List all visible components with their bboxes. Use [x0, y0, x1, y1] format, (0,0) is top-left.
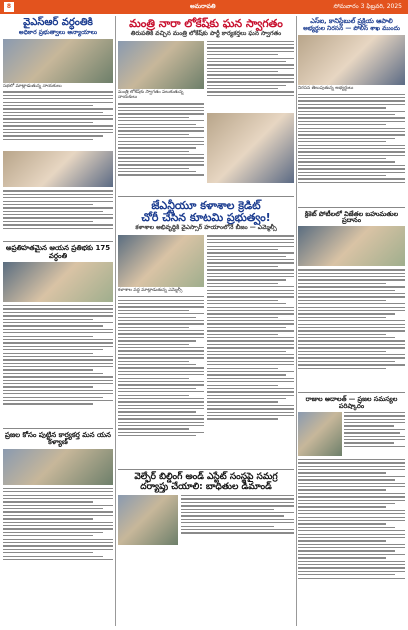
jntu-headline-2: చోరీ చేసిన కూటమి ప్రభుత్వం!: [141, 210, 271, 224]
story2-body: [3, 305, 113, 425]
story1-headline: వైఎస్ఆర్ వర్ధంతికి: [23, 17, 93, 28]
protest-headline: ఎస్ఐ, కానిస్టేబుల్ ప్రక్రియ ఆపాలి: [310, 17, 393, 25]
story1-body: [3, 91, 113, 151]
lokesh-photo-2: [207, 113, 294, 183]
cricket-headline: క్రికెట్ పోటీలలో విజేతల బహుమతుల ప్రదానం: [304, 209, 399, 225]
main-headline: మంత్రి నారా లోకేష్‌కు ఘన స్వాగతం: [129, 17, 283, 30]
cricket-body: [298, 269, 405, 389]
story2-photo: [3, 262, 113, 302]
adalat-photo: [298, 412, 342, 456]
photo-caption: నిరసన తెలుపుతున్న అభ్యర్థులు: [298, 85, 354, 91]
column-right: [298, 16, 405, 626]
photo-caption: సభలో మాట్లాడుతున్న నాయకులు: [3, 83, 62, 89]
photo-caption: కళాశాల వద్ద మాట్లాడుతున్న ఎమ్మెల్సీ: [118, 288, 183, 294]
story3-headline: ప్రజల కోసం పుట్టిన కార్యకర్త మన యన కళ్యాణ్: [5, 431, 111, 447]
jntu-headline-1: జేఎన్టీయూ కళాశాల క్రెడిట్: [151, 199, 261, 213]
protest-subheadline: అభ్యర్థుల నిరసన — పోలీస్ శాఖ ముందు: [303, 24, 400, 32]
jntu-photo: [118, 235, 204, 287]
adalat-body-2: [298, 459, 405, 609]
photo-caption: మంత్రి లోకేష్‌కు స్వాగతం పలుకుతున్న నాయకులు: [118, 89, 184, 101]
welfare-headline-1: వెల్ఫేర్ బిల్డింగ్ అండ్ ఎస్టేట్ సంస్థపై సమగ్ర: [134, 472, 278, 483]
main-subheadline: తిరుపతికి వచ్చిన మంత్రి లోకేష్‌కు పార్టీ కార్యకర్తలు ఘన స్వాగతం: [130, 29, 282, 37]
welfare-photo: [118, 495, 178, 545]
column-divider: [115, 16, 116, 626]
main-story-body-2: [207, 41, 294, 111]
story1-photo: [3, 39, 113, 83]
page-number: 8: [4, 2, 14, 12]
story3-photo: [3, 449, 113, 485]
welfare-headline-2: దర్యాప్తు చేయాలి: బాధితుల డిమాండ్: [140, 481, 272, 492]
story1-subheadline: అధికార ప్రభుత్వాలు అన్యాయాలు: [18, 28, 98, 36]
main-story-body: [118, 103, 204, 193]
story1-body-2: [3, 190, 113, 238]
issue-date: సోమవారం 3 ఫిబ్రవరి, 2025: [333, 3, 402, 10]
column-divider: [296, 16, 297, 626]
jntu-body: [118, 296, 204, 466]
welfare-body: [181, 495, 294, 545]
column-center: [118, 16, 294, 626]
story2-headline: అప్రతిహతమైన ఆయన ప్రతిభకు 175 వర్ధంతి: [5, 244, 111, 260]
jntu-subheadline: కళాశాల అభివృద్ధికి వైఎస్సార్ హయాంలోనే బీజం — ఎమ్మెల్సీ: [135, 224, 277, 232]
adalat-body: [344, 412, 405, 456]
protest-photo: [298, 35, 405, 85]
column-left: [3, 16, 113, 626]
page-header: [0, 0, 408, 14]
story1-photo-2: [3, 151, 113, 187]
masthead: అమరావతి: [190, 3, 216, 10]
lokesh-photo: [118, 41, 204, 89]
protest-body: [298, 94, 405, 204]
adalat-headline: రాజుల అదాలత్ — ప్రజల సమస్యల పరిష్కారం: [305, 395, 398, 411]
story3-body: [3, 488, 113, 578]
cricket-photo: [298, 226, 405, 266]
jntu-body-2: [207, 235, 294, 463]
